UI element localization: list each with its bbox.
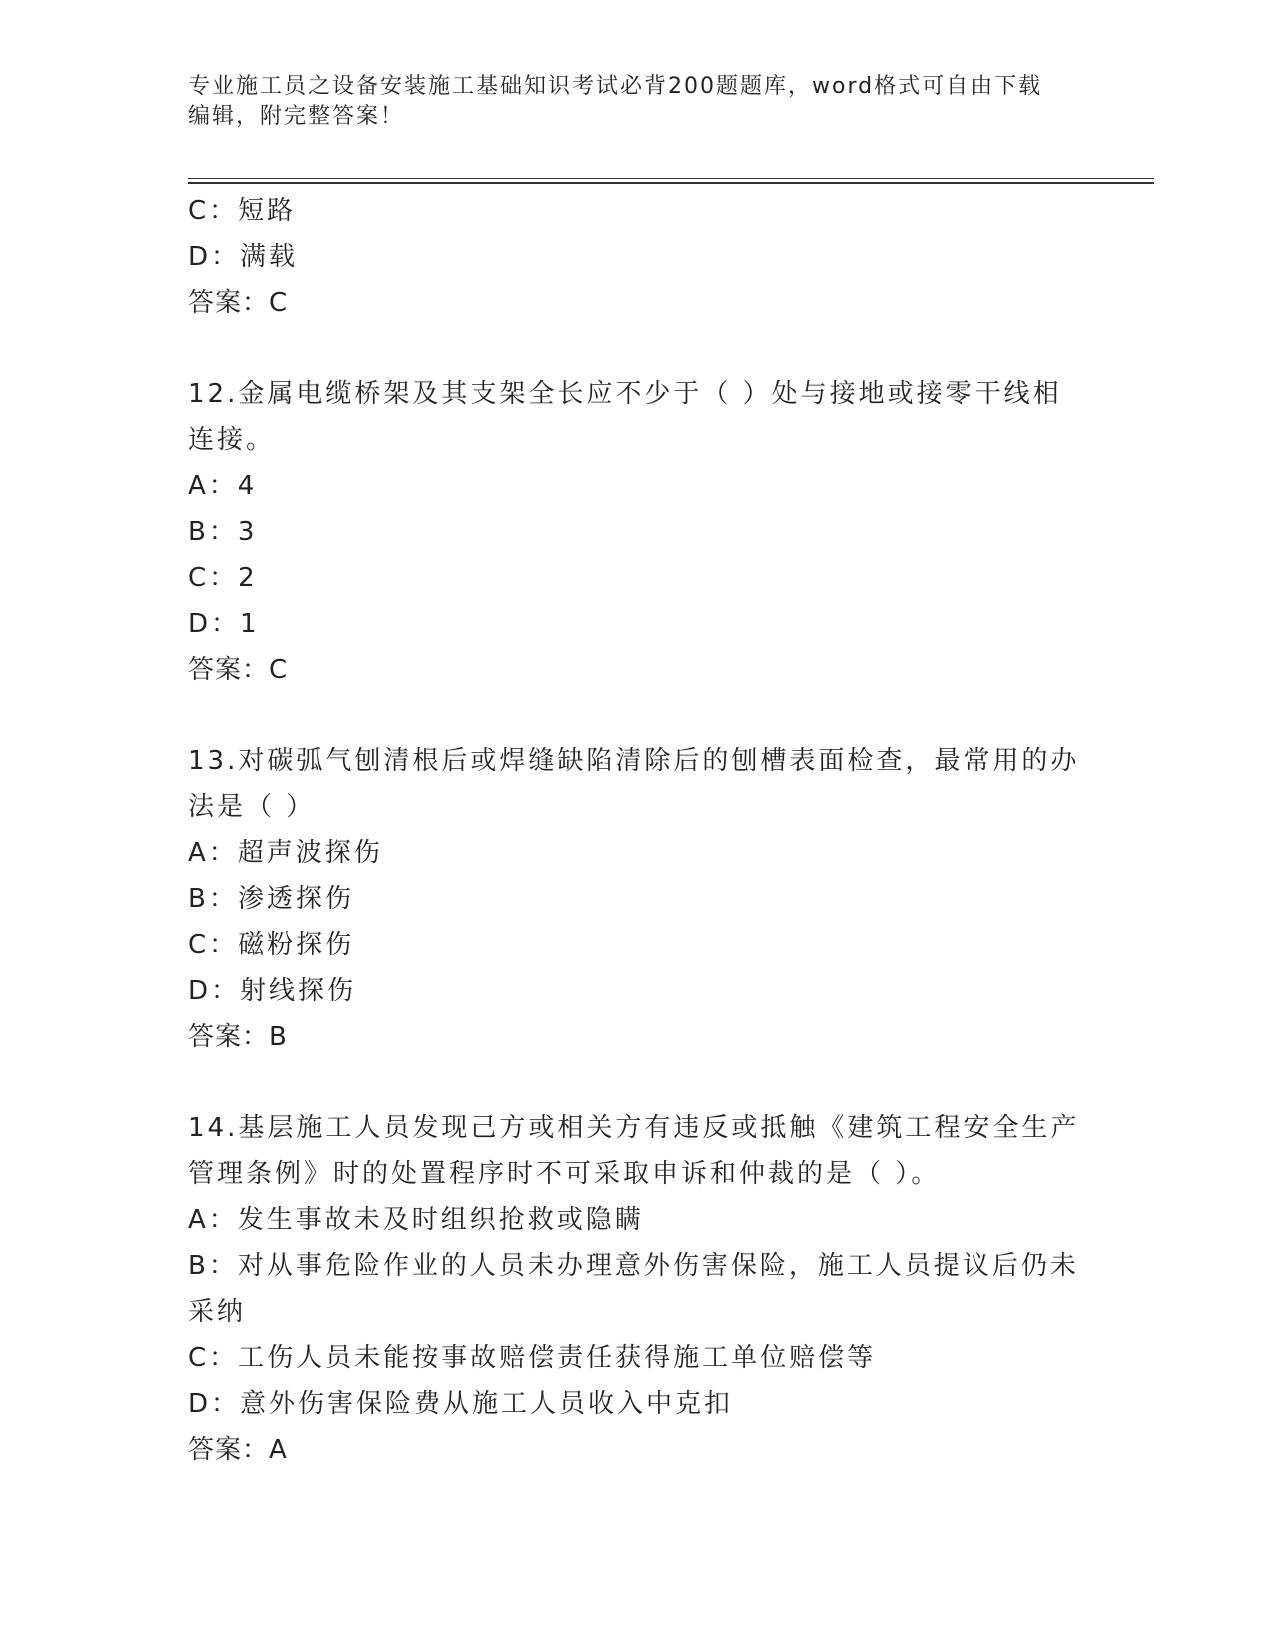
- option-a: A：4: [188, 471, 258, 501]
- option-b: B：3: [188, 517, 258, 547]
- answer: 答案：A: [188, 1435, 288, 1465]
- question-list: [188, 188, 1088, 1473]
- option-c: C：2: [188, 563, 258, 593]
- option-b: B：渗透探伤: [188, 884, 354, 914]
- option-d: D：满载: [188, 242, 299, 272]
- question-stem: 管理条例》时的处置程序时不可采取申诉和仲裁的是（ ）。: [188, 1159, 941, 1189]
- header-rule-thin: [188, 178, 1154, 179]
- header-line-1: 专业施工员之设备安装施工基础知识考试必背200题题库，word格式可自由下载: [188, 74, 1043, 99]
- partial-question: [188, 188, 1088, 326]
- option-d: D：1: [188, 609, 260, 639]
- question-12: [188, 371, 1088, 693]
- question-14: [188, 1105, 1088, 1473]
- question-stem: 连接。: [188, 425, 276, 455]
- question-stem: 12.金属电缆桥架及其支架全长应不少于（ ）处与接地或接零干线相: [188, 379, 1062, 409]
- question-13: [188, 738, 1088, 1060]
- option-c: C：短路: [188, 196, 297, 226]
- option-d: D：射线探伤: [188, 976, 357, 1006]
- option-c: C：磁粉探伤: [188, 930, 355, 960]
- question-stem: 法是（ ）: [188, 792, 316, 822]
- header-rule-thick: [188, 182, 1154, 184]
- answer: 答案：B: [188, 1022, 288, 1052]
- question-stem: 13.对碳弧气刨清根后或焊缝缺陷清除后的刨槽表面检查，最常用的办: [188, 746, 1080, 776]
- answer: 答案：C: [188, 655, 289, 685]
- question-stem: 14.基层施工人员发现己方或相关方有违反或抵触《建筑工程安全生产: [188, 1113, 1080, 1143]
- option-a: A：超声波探伤: [188, 838, 383, 868]
- option-a: A：发生事故未及时组织抢救或隐瞒: [188, 1205, 644, 1235]
- option-c: C：工伤人员未能按事故赔偿责任获得施工单位赔偿等: [188, 1343, 877, 1373]
- answer: 答案：C: [188, 288, 289, 318]
- option-b: B：对从事危险作业的人员未办理意外伤害保险，施工人员提议后仍未: [188, 1251, 1079, 1281]
- header-line-2: 编辑，附完整答案！: [188, 104, 405, 129]
- option-d: D：意外伤害保险费从施工人员收入中克扣: [188, 1389, 734, 1419]
- option-b-continued: 采纳: [188, 1297, 247, 1327]
- document-header: [188, 72, 1068, 132]
